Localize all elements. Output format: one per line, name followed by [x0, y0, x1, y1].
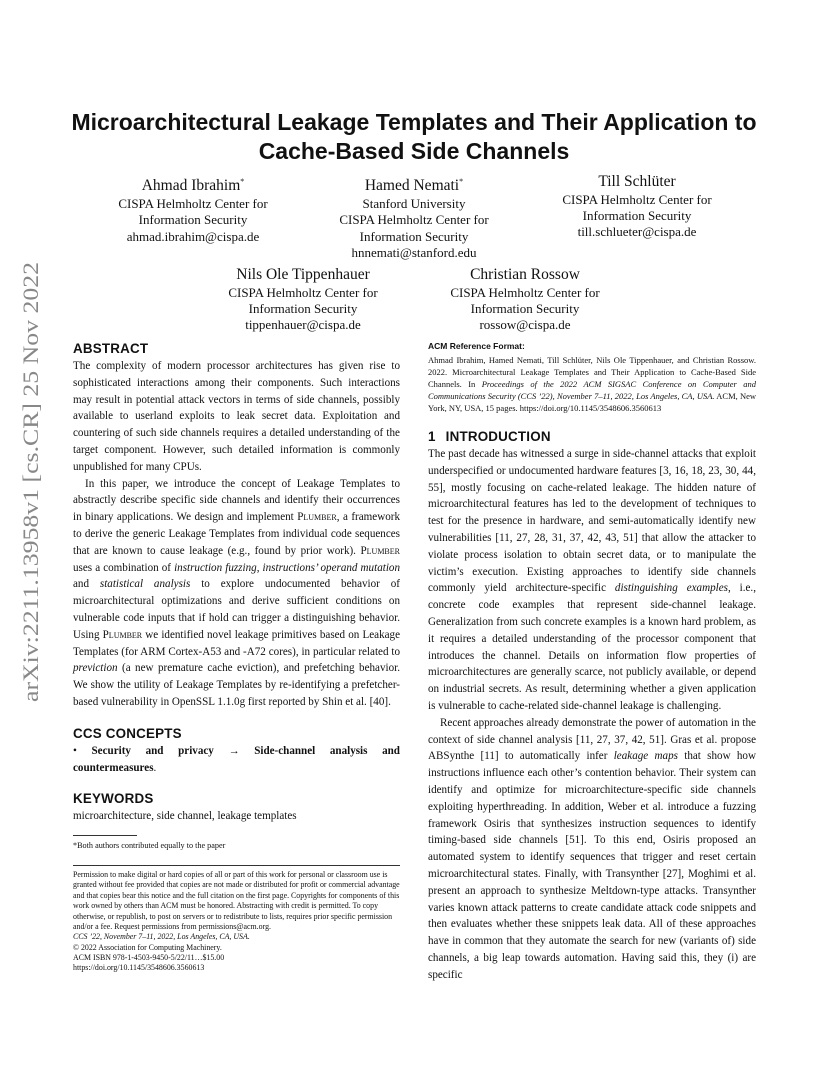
- right-column: [428, 340, 756, 984]
- section-heading-introduction: 1 INTRODUCTION: [428, 429, 551, 444]
- author-affiliation: Information Security: [359, 228, 469, 244]
- title-line-2: Cache-Based Side Channels: [258, 138, 570, 164]
- tool-name: Plumber: [297, 511, 337, 524]
- author-affiliation: Information Security: [582, 208, 692, 224]
- acm-reference-text: Ahmad Ibrahim, Hamed Nemati, Till Schlüter, Nils Ole Tippenhauer, and Christian Rossow. 2022. Microarchitectural Leakage Templates and Their Application to Cache-Based Side Channels. In Proceedings of the 2022 ACM SIGSAC Conference on Computer and Communications Security (CCS ’22), November 7–11, 2022, Los Angeles, CA, USA. ACM, New York, NY, USA, 15 pages. https://doi.org/10.1145/3548606.3560613: [428, 355, 757, 413]
- title-line-1: Microarchitectural Leakage Templates and Their Application to: [71, 109, 757, 135]
- intro-paragraph: The past decade has witnessed a surge in side-channel attacks that exploit underspecified or undocumented hardware features [3, 16, 18, 23, 30, 44, 55], mostly focusing on cache-related leakage. The hidden nature of microarchitectural features has led to the development of techniques to test for the presence in hardware, and semi-automatically identify new vulnerabilities [11, 27, 28, 31, 37, 42, 43, 51] that allow the attacker to violate process isolation to obtain secret data, or to manipulate the victim’s execution. Existing approaches to identify side channels commonly yield architecture-specific distinguishing examples, i.e., concrete code examples that represent side-channel leakage. Generalization from such concrete examples is a known hard problem, as it requires a detailed understanding of the processor component that introduces the channel. Details on information flow properties of microarchitectures are generally scarce, not publicly available, or depend on industrial secrets. As result, determining whether a given application is vulnerable to cache-related side-channel leakage is challenging.: [428, 448, 756, 712]
- author-block: [430, 265, 620, 334]
- author-email: hnnemati@stanford.edu: [351, 244, 477, 260]
- author-affiliation: Stanford University: [362, 196, 466, 212]
- author-name: Christian Rossow: [470, 266, 580, 283]
- author-block: [208, 265, 398, 334]
- ccs-heading: CCS CONCEPTS: [73, 725, 182, 741]
- abstract-paragraph: The complexity of modern processor architectures has given rise to sophisticated interactions among their components. Such interactions may result in potential attack vectors in terms of side channels, possibly available to userland exploits to leak secret data. Exploitation and countering of such side channels requires a detailed understanding of the target component. However, such detailed information is commonly unpublished for many CPUs.: [73, 360, 400, 473]
- author-affiliation: Information Security: [248, 301, 358, 317]
- author-email: ahmad.ibrahim@cispa.de: [126, 228, 260, 244]
- author-block: [98, 172, 288, 245]
- equal-contribution-mark: *: [240, 177, 245, 186]
- author-affiliation: Information Security: [470, 301, 580, 317]
- author-email: tippenhauer@cispa.de: [245, 317, 361, 333]
- author-affiliation: CISPA Helmholtz Center for: [562, 192, 712, 207]
- ccs-concepts: • Security and privacy → Side-channel analysis and countermeasures.: [73, 744, 400, 774]
- author-email: till.schlueter@cispa.de: [577, 224, 697, 240]
- keywords-text: microarchitecture, side channel, leakage templates: [73, 810, 297, 823]
- author-block: [542, 172, 732, 241]
- abstract-heading: ABSTRACT: [73, 341, 149, 356]
- author-name: Till Schlüter: [598, 173, 676, 190]
- tool-name: Plumber: [102, 628, 143, 641]
- author-affiliation: CISPA Helmholtz Center for: [339, 212, 489, 228]
- keywords-heading: KEYWORDS: [73, 791, 154, 807]
- arxiv-identifier: arXiv:2211.13958v1 [cs.CR] 25 Nov 2022: [18, 317, 43, 702]
- author-block: [319, 172, 509, 261]
- permission-notice: Permission to make digital or hard copies of all or part of this work for personal or classroom use is granted without fee provided that copies are not made or distributed for profit or commercial advantage and that copies bear this notice and the full citation on the first page. Copyrights for components of this work owned by others than ACM must be honored. Abstracting with credit is permitted. To copy otherwise, or republish, to post on servers or to redistribute to lists, requires prior specific permission and/or a fee. Request permissions from permissions@acm.org. CCS ’22, November 7–11, 2022, Los Angeles, CA, USA. © 2022 Association for Computing Machinery. ACM ISBN 978-1-4503-9450-5/22/11…$15.00 https://doi.org/10.1145/3548606.3560613: [73, 870, 400, 973]
- footnote: *Both authors contributed equally to the paper: [73, 841, 226, 851]
- author-name: Ahmad Ibrahim: [141, 177, 241, 195]
- author-affiliation: CISPA Helmholtz Center for: [228, 285, 378, 300]
- equal-contribution-mark: *: [459, 177, 464, 186]
- abstract-paragraph: In this paper, we introduce the concept of Leakage Templates to abstractly describe specific side channels and identify their occurrences in binary applications. We design and implement Plumber, a framework to derive the generic Leakage Templates from individual code sequences that are known to cause leakage (e.g., found by prior work). Plumber uses a combination of instruction fuzzing, instructions’ operand mutation and statistical analysis to explore undocumented behavior of microarchitectural optimizations and derive sufficient conditions on vulnerable code inputs that if hold can trigger a distinguishing behavior. Using Plumber we identified novel leakage primitives based on Leakage Templates (for ARM Cortex-A53 and -A72 cores), in particular related to previction (a new premature cache eviction), and prefetching behavior. We show the utility of Leakage Templates by re-identifying a prefetcher-based vulnerability in OpenSSL 1.1.0g first reported by Shin et al. [40].: [73, 477, 401, 708]
- author-name: Nils Ole Tippenhauer: [236, 266, 370, 283]
- left-column: [73, 340, 400, 974]
- footnote-rule: [73, 835, 137, 836]
- author-name: Hamed Nemati: [364, 177, 460, 195]
- author-email: rossow@cispa.de: [479, 317, 571, 333]
- permission-rule: [73, 865, 400, 866]
- author-affiliation: CISPA Helmholtz Center for: [450, 285, 600, 300]
- tool-name: Plumber: [360, 544, 400, 557]
- paper-title: [70, 108, 758, 166]
- author-affiliation: Information Security: [138, 212, 248, 228]
- acm-reference-heading: ACM Reference Format:: [428, 341, 525, 351]
- intro-paragraph: Recent approaches already demonstrate the power of automation in the context of side channel analysis [11, 27, 37, 42, 51]. Gras et al. propose ABSynthe [11] to automatically infer leakage maps that show how instructions influence each other’s contention behavior. Their system can identify and optimize for microarchitecture-specific side channels exploiting hyperthreading. In addition, Weber et al. introduce a fuzzing framework Osiris that synthesizes instruction sequences to identify timing-based side channels [51]. To this end, Osiris proposed an automated system to identify sequences that trigger and reset certain microarchitectural states. Finally, with Transynther [27], Moghimi et al. present an approach to synthesize Meltdown-type attacks. Transynther varies known attack patterns to create candidate attack code snippets and then evaluates whether these snippets leak data. All of these approaches have in common that they automate the search for new (variants of) side channels, a big leap towards automation. Having said this, they (i) are specific: [428, 716, 756, 981]
- author-affiliation: CISPA Helmholtz Center for: [118, 196, 268, 212]
- arxiv-stamp: [8, 262, 48, 702]
